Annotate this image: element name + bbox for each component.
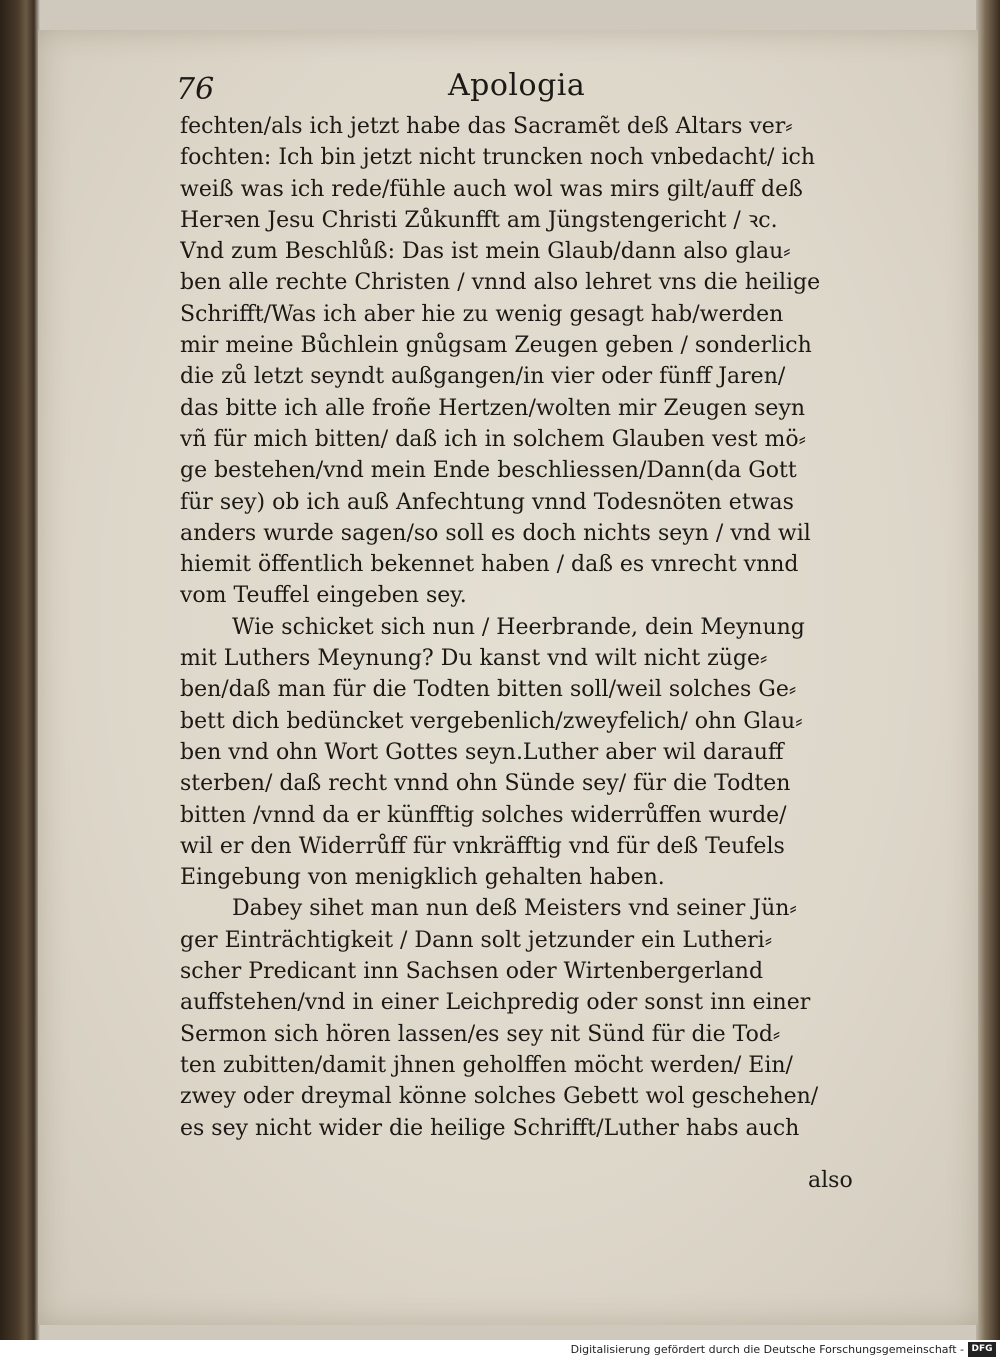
text-line: Herꝛen Jesu Christi Zůkunfft am Jüngstengericht / ꝛc. <box>180 207 778 233</box>
running-head: Apologia <box>448 68 586 103</box>
catchword: also <box>808 1168 853 1193</box>
text-line: ger Einträchtigkeit / Dann solt jetzunder ein Lutheri⸗ <box>180 927 773 953</box>
paragraph-start-line: Dabey sihet man nun deß Meisters vnd seiner Jün⸗ <box>232 896 797 922</box>
body-text <box>180 111 880 1144</box>
text-line: weiß was ich rede/fühle auch wol was mirs gilt/auff deß <box>180 176 803 202</box>
text-line: auffstehen/vnd in einer Leichpredig oder sonst inn einer <box>180 990 811 1016</box>
text-line: ben vnd ohn Wort Gottes seyn.Luther aber wil darauff <box>180 739 784 765</box>
text-line: vñ für mich bitten/ daß ich in solchem Glauben vest mö⸗ <box>180 426 806 452</box>
dfg-logo-icon: DFG <box>968 1342 996 1357</box>
text-line: Schrifft/Was ich aber hie zu wenig gesagt hab/werden <box>180 301 784 327</box>
text-line: Vnd zum Beschlůß: Das ist mein Glaub/dann also glau⸗ <box>180 239 791 265</box>
text-line: zwey oder dreymal könne solches Gebett wol geschehen/ <box>180 1084 819 1110</box>
text-line: ben alle rechte Christen / vnnd also lehret vns die heilige <box>180 270 821 296</box>
text-line: ge bestehen/vnd mein Ende beschliessen/Dann(da Gott <box>180 458 797 484</box>
text-line: scher Predicant inn Sachsen oder Wirtenbergerland <box>180 959 764 985</box>
text-line: hiemit öffentlich bekennet haben / daß es vnrecht vnnd <box>180 552 799 578</box>
text-line: das bitte ich alle froñe Hertzen/wolten mir Zeugen seyn <box>180 395 806 421</box>
text-line: mit Luthers Meynung? Du kanst vnd wilt nicht züge⸗ <box>180 646 768 672</box>
text-line: bett dich bedüncket vergebenlich/zweyfelich/ ohn Glau⸗ <box>180 708 803 734</box>
text-line: bitten /vnnd da er künfftig solches widerrůffen wurde/ <box>180 802 787 828</box>
text-line: fochten: Ich bin jetzt nicht truncken noch vnbedacht/ ich <box>180 145 815 171</box>
text-line: Sermon sich hören lassen/es sey nit Sünd für die Tod⸗ <box>180 1021 781 1047</box>
funding-credit: Digitalisierung gefördert durch die Deutsche Forschungsgemeinschaft - <box>570 1343 964 1356</box>
text-line: ben/daß man für die Todten bitten soll/weil solches Ge⸗ <box>180 677 797 703</box>
text-line: sterben/ daß recht vnnd ohn Sünde sey/ für die Todten <box>180 771 791 797</box>
text-line: es sey nicht wider die heilige Schrifft/Luther habs auch <box>180 1115 800 1141</box>
paragraph-start-line: Wie schicket sich nun / Heerbrande, dein Meynung <box>232 614 805 640</box>
text-line: für sey) ob ich auß Anfechtung vnnd Todesnöten etwas <box>180 489 794 515</box>
text-line: ten zubitten/damit jhnen geholffen möcht werden/ Ein/ <box>180 1052 793 1078</box>
text-line: die zů letzt seyndt außgangen/in vier oder fünff Jaren/ <box>180 364 786 390</box>
text-line: wil er den Widerrůff für vnkräfftig vnd für deß Teufels <box>180 833 785 859</box>
text-line: fechten/als ich jetzt habe das Sacramẽt deß Altars ver⸗ <box>180 114 793 139</box>
text-line: anders wurde sagen/so soll es doch nichts seyn / vnd wil <box>180 520 811 546</box>
text-line: Eingebung von menigklich gehalten haben. <box>180 865 665 891</box>
text-line: mir meine Bůchlein gnůgsam Zeugen geben / sonderlich <box>180 333 812 359</box>
text-line: vom Teuffel eingeben sey. <box>180 583 467 609</box>
page-number: 76 <box>176 72 215 107</box>
